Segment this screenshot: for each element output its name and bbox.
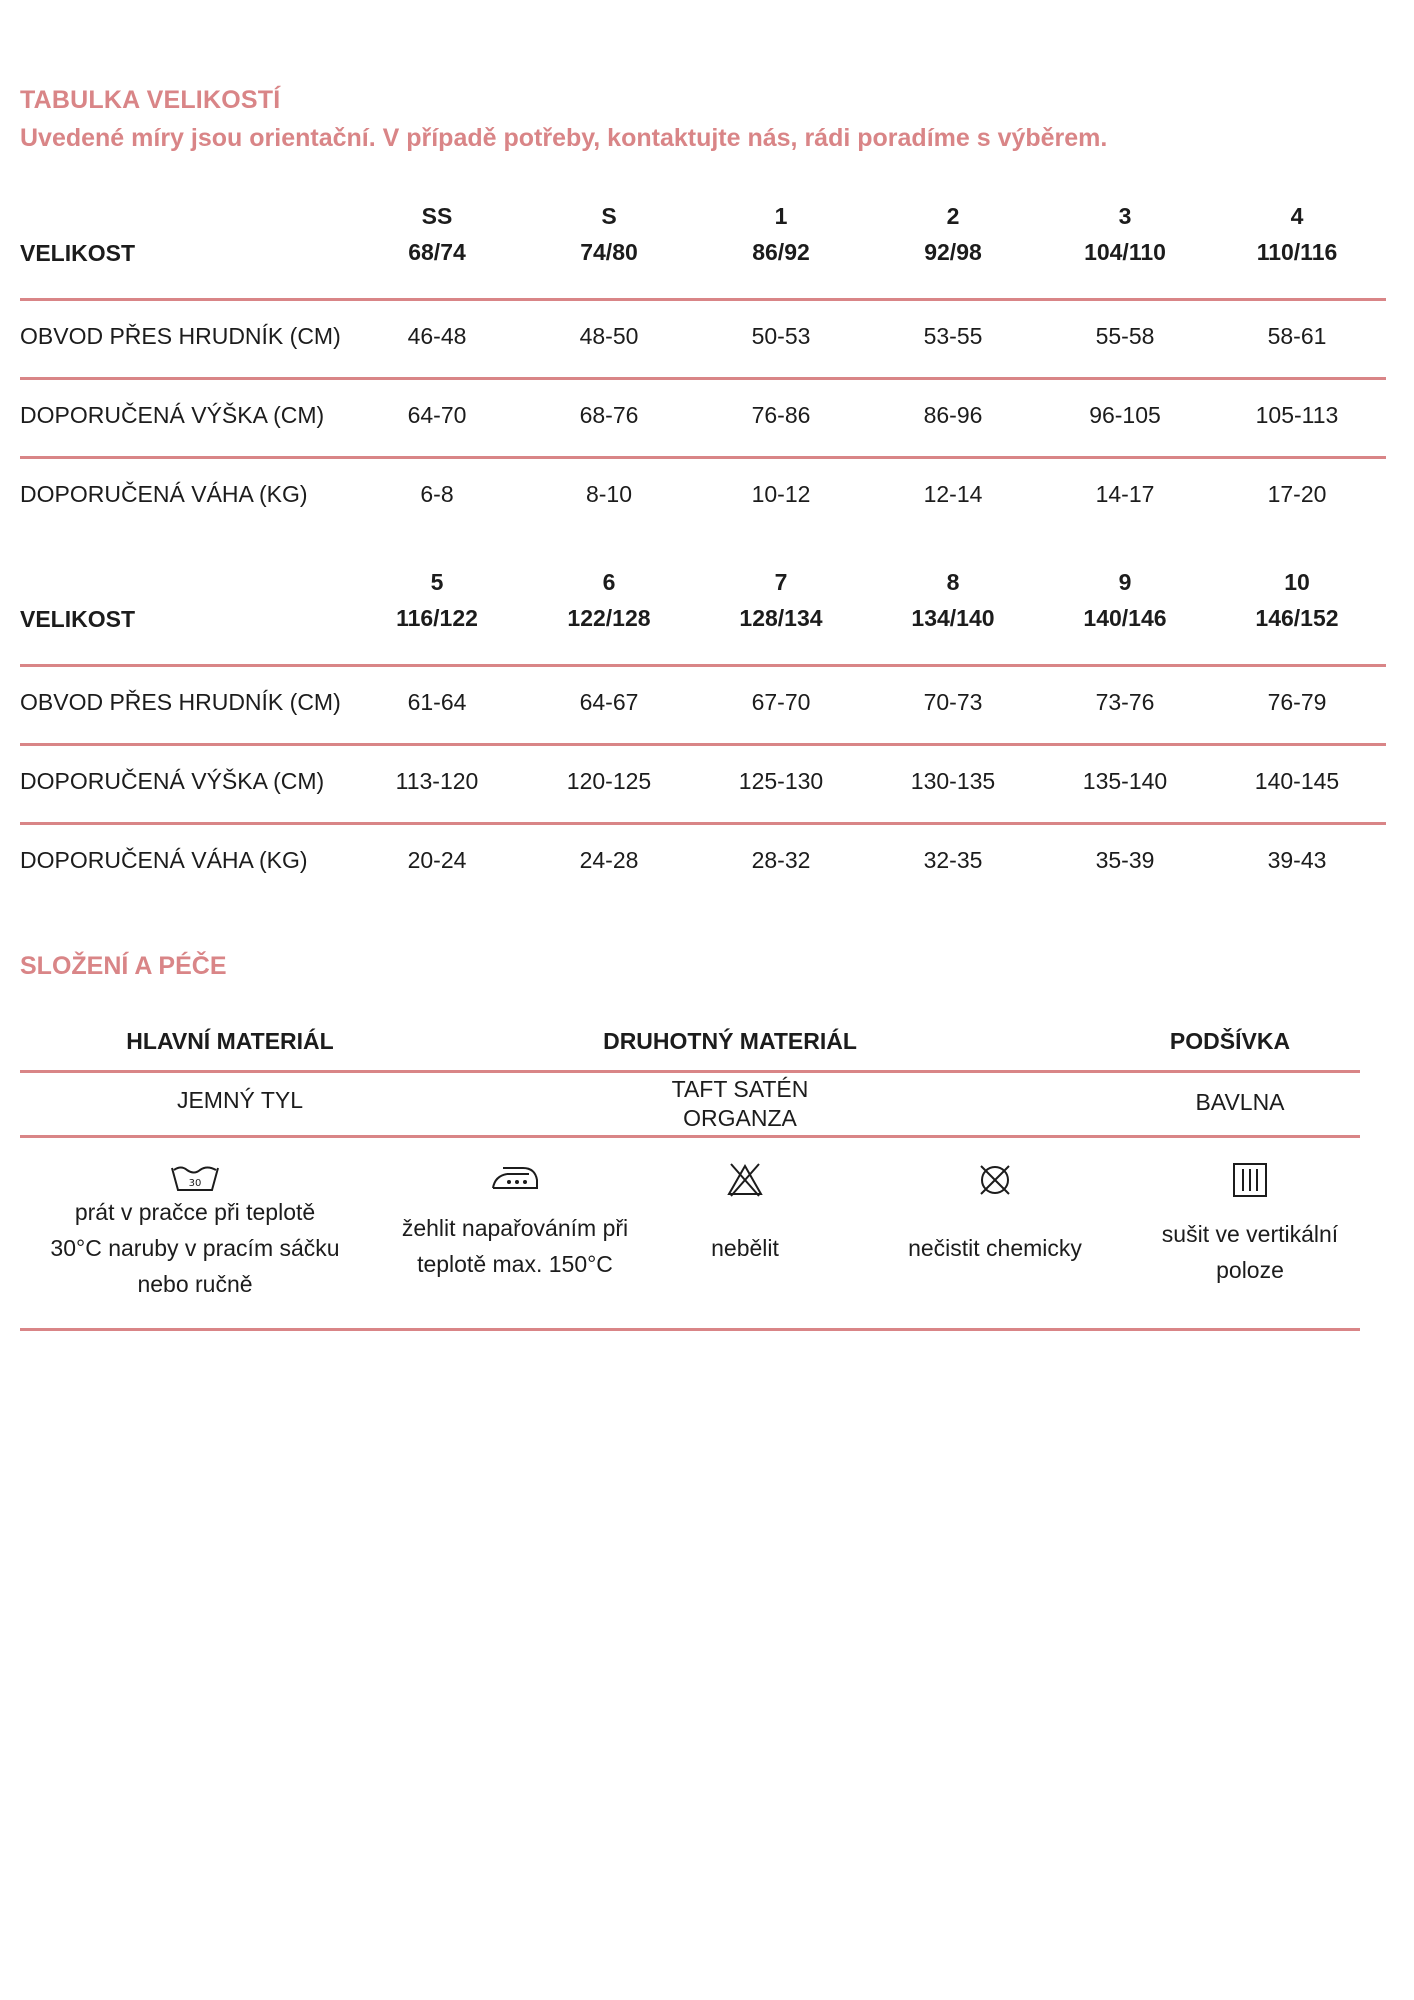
no-bleach-icon [725, 1160, 765, 1200]
cell: 32-35 [923, 847, 983, 873]
cell: 10-12 [751, 481, 811, 507]
cell: 96-105 [1089, 402, 1161, 428]
cell: 50-53 [751, 323, 811, 349]
iron-icon [489, 1160, 541, 1194]
care-item-bleach [670, 1160, 820, 1266]
table-row [20, 667, 1386, 743]
cell: 70-73 [923, 689, 983, 715]
lining-value: BAVLNA [1195, 1089, 1285, 1115]
cell: 140-145 [1254, 768, 1340, 794]
table-row [20, 301, 1386, 377]
divider [20, 1328, 1360, 1331]
row-label: DOPORUČENÁ VÁHA (KG) [20, 847, 308, 873]
cell: 61-64 [407, 689, 467, 715]
header-label: VELIKOST [20, 606, 136, 632]
header-label: VELIKOST [20, 240, 136, 266]
cell: 48-50 [579, 323, 639, 349]
care-title: SLOŽENÍ A PÉČE [20, 952, 227, 980]
secondary-material-label: DRUHOTNÝ MATERIÁL [603, 1028, 857, 1054]
table-row [20, 459, 1386, 535]
care-section [20, 1018, 1360, 1331]
cell: 53-55 [923, 323, 983, 349]
cell: 86-96 [923, 402, 983, 428]
size-col-header: 9 140/146 [1083, 569, 1167, 631]
care-item-wash [30, 1160, 360, 1302]
care-text: nečistit chemicky [908, 1235, 1082, 1261]
size-col-header: SS 68/74 [408, 203, 466, 265]
size-col-header: 6 122/128 [567, 569, 651, 631]
row-label: OBVOD PŘES HRUDNÍK (CM) [20, 323, 341, 349]
cell: 46-48 [407, 323, 467, 349]
materials-header [20, 1018, 1360, 1070]
care-text: sušit ve vertikální [1161, 1221, 1339, 1247]
cell: 28-32 [751, 847, 811, 873]
size-table-1 [20, 198, 1386, 535]
cell: 6-8 [420, 481, 454, 507]
vertical-dry-icon [1230, 1160, 1270, 1200]
care-instructions [20, 1138, 1360, 1328]
row-label: DOPORUČENÁ VÝŠKA (CM) [20, 768, 325, 794]
size-col-header: 4 110/116 [1256, 203, 1338, 265]
care-text: poloze [1216, 1257, 1284, 1283]
row-label: DOPORUČENÁ VÁHA (KG) [20, 481, 308, 507]
care-text: teplotě max. 150°C [417, 1251, 613, 1277]
care-text: nebo ručně [137, 1271, 253, 1297]
care-text: žehlit napařováním při [401, 1215, 629, 1241]
care-text: prát v pračce při teplotě [74, 1199, 316, 1225]
lining-label: PODŠÍVKA [1169, 1028, 1291, 1054]
cell: 20-24 [407, 847, 467, 873]
no-dry-clean-icon [975, 1160, 1015, 1200]
size-col-header: 1 86/92 [752, 203, 810, 265]
table-row [20, 380, 1386, 456]
care-text: 30°C naruby v pracím sáčku [50, 1235, 340, 1261]
cell: 35-39 [1095, 847, 1155, 873]
care-text: nebělit [711, 1235, 779, 1261]
cell: 58-61 [1267, 323, 1327, 349]
size-col-header: 7 128/134 [739, 569, 823, 631]
care-item-dry [1140, 1160, 1360, 1288]
cell: 130-135 [910, 768, 996, 794]
svg-text:30: 30 [188, 1178, 202, 1189]
cell: 64-67 [579, 689, 639, 715]
cell: 64-70 [407, 402, 467, 428]
cell: 125-130 [738, 768, 824, 794]
size-header-row [20, 564, 1386, 664]
table-row [20, 825, 1386, 901]
page-subtitle: Uvedené míry jsou orientační. V případě potřeby, kontaktujte nás, rádi poradíme s výběrem. [20, 124, 1108, 152]
cell: 17-20 [1267, 481, 1327, 507]
row-label: DOPORUČENÁ VÝŠKA (CM) [20, 402, 325, 428]
cell: 120-125 [566, 768, 652, 794]
size-col-header: 10 146/152 [1255, 569, 1339, 631]
row-label: OBVOD PŘES HRUDNÍK (CM) [20, 689, 341, 715]
cell: 76-79 [1267, 689, 1327, 715]
size-col-header: 8 134/140 [911, 569, 995, 631]
cell: 113-120 [395, 768, 479, 794]
size-col-header: 2 92/98 [924, 203, 982, 265]
wash-30-icon [169, 1160, 221, 1194]
materials-values [20, 1073, 1360, 1135]
main-material-label: HLAVNÍ MATERIÁL [126, 1028, 334, 1054]
cell: 105-113 [1255, 402, 1339, 428]
size-col-header: 3 104/110 [1084, 203, 1166, 265]
cell: 12-14 [923, 481, 983, 507]
size-header-row [20, 198, 1386, 298]
secondary-material-2: ORGANZA [683, 1105, 797, 1131]
cell: 135-140 [1082, 768, 1168, 794]
secondary-material-value [580, 1075, 900, 1133]
page-title: TABULKA VELIKOSTÍ [20, 86, 281, 114]
cell: 68-76 [579, 402, 639, 428]
cell: 73-76 [1095, 689, 1155, 715]
cell: 55-58 [1095, 323, 1155, 349]
cell: 39-43 [1267, 847, 1327, 873]
cell: 24-28 [579, 847, 639, 873]
size-col-header: S 74/80 [580, 203, 638, 265]
cell: 67-70 [751, 689, 811, 715]
care-item-dryclean [870, 1160, 1120, 1266]
secondary-material-1: TAFT SATÉN [671, 1076, 809, 1102]
size-col-header: 5 116/122 [396, 569, 478, 631]
table-row [20, 746, 1386, 822]
cell: 14-17 [1095, 481, 1155, 507]
cell: 76-86 [751, 402, 811, 428]
cell: 8-10 [585, 481, 633, 507]
size-table-2 [20, 564, 1386, 901]
main-material-value: JEMNÝ TYL [176, 1087, 304, 1113]
care-item-iron [370, 1160, 660, 1282]
